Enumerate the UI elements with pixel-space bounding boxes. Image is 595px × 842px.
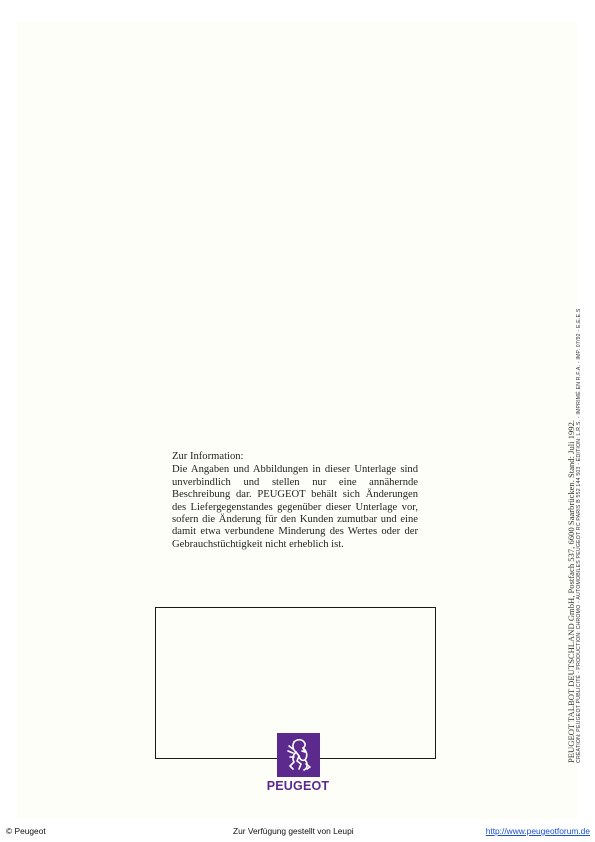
info-body: Die Angaben und Abbildungen in dieser Unterlage sind unverbindlich und stellen nur eine annähernde Beschreibung dar. PEUGEOT behält sich Änderungen des Liefergegenstandes gegenüber dieser Unterlage vor, sofern die Änderung für den Kunden zumutbar und eine damit etwa verbundene Minderung des Wertes oder der Gebrauchstüchtigkeit nicht erheblich ist. [172, 464, 418, 550]
source-link[interactable]: http://www.peugeotforum.de [485, 826, 590, 836]
lion-icon [277, 733, 320, 777]
copyright-text: © Peugeot [6, 826, 46, 836]
imprint-text: PEUGEOT TALBOT DEUTSCHLAND GmbH, Postfach 537, 6600 Saarbrücken. Stand: Juli 1992. [566, 419, 576, 763]
production-credits: CRÉATION: PEUGEOT PUBLICITÉ - PRODUCTION: CHROMO - AUTOMOBILES PEUGEOT RC PARIS B 552 144 503 - ÉDITION: L.R.S. - IMPRIMÉ EN R.F.A. - IMP. 07/92 - E.E.E.S [576, 308, 582, 763]
brand-name: PEUGEOT [266, 779, 330, 793]
info-notice [172, 451, 418, 551]
credit-text: Zur Verfügung gestellt von Leupi [233, 826, 354, 836]
footer [0, 826, 595, 840]
info-title: Zur Information: [172, 451, 244, 462]
